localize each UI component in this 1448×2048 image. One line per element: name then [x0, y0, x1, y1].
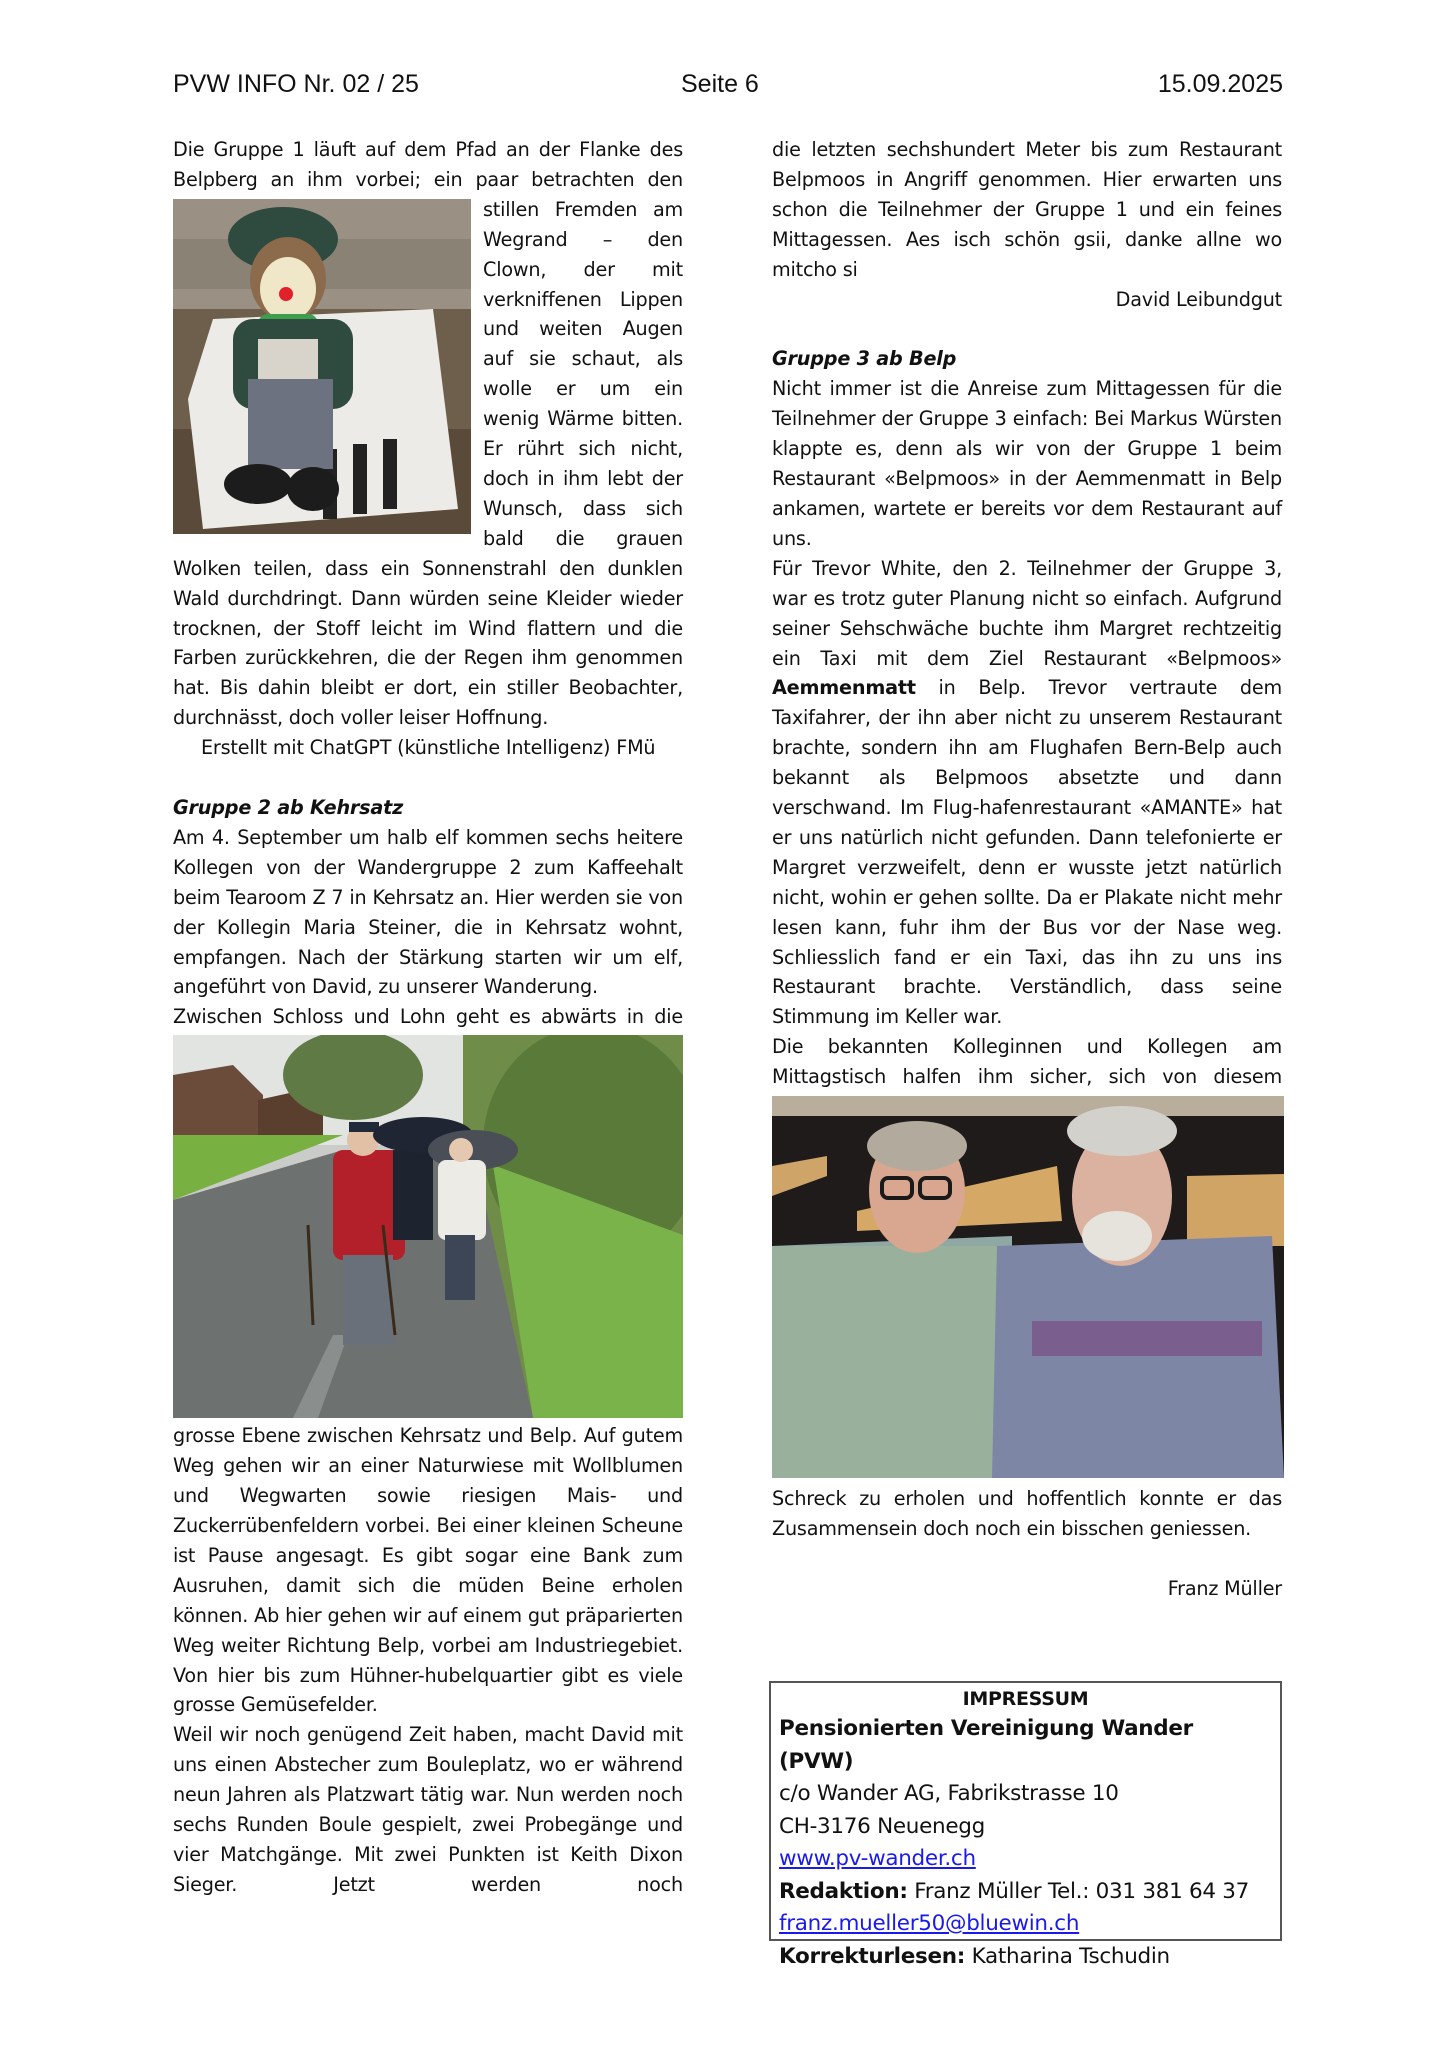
page-header [173, 70, 1283, 104]
group3-paragraph: Nicht immer ist die Anreise zum Mittagessen für die Teilnehmer der Gruppe 3 einfach: Bei Markus Würsten klappte es, denn als wir von der Gruppe 1 beim Restaurant «Belpmoos» in der Aemmenmatt in Belp ankamen, wartete er bereits vor dem Restaurant auf uns. [772, 377, 1282, 550]
portrait-image-icon [772, 1096, 1284, 1478]
address-line: c/o Wander AG, Fabrikstrasse 10 [779, 1781, 1119, 1806]
emphasis-aemmenmatt: Aemmenmatt [772, 676, 916, 700]
intro-line: Belpberg an ihm vorbei; ein paar betrachten den [173, 167, 683, 191]
group2-paragraph: Weil wir noch genügend Zeit haben, macht David mit uns einen Abstecher zum Bouleplatz, wo er während neun Jahren als Platzwart tätig war. Nun werden noch sechs Runden Boule gespielt, zwei Probegänge und vier Matchgänge. Mit zwei Punkten ist Keith Dixon Sieger. Jetzt werden noch [173, 1723, 683, 1896]
group3-signature: Franz Müller [1167, 1576, 1282, 1600]
website-link[interactable]: www.pv-wander.ch [779, 1846, 976, 1871]
email-link[interactable]: franz.mueller50@bluewin.ch [779, 1911, 1080, 1936]
impressum-title: IMPRESSUM [962, 1688, 1089, 1710]
address-line: CH-3176 Neuenegg [779, 1813, 986, 1839]
clown-wrap-text: stillen Fremden am Wegrand – den Clown, der mit verkniffenen Lippen und weiten Augen auf sie schaut, als wolle er um ein wenig Wärme bitten. Er rührt sich nicht, doch in ihm lebt der Wunsch, dass sich bald die grauen [483, 197, 683, 550]
impressum-box [769, 1681, 1282, 1969]
left-column [173, 135, 683, 1900]
intro-line: Die Gruppe 1 läuft auf dem Pfad an der Flanke des [173, 138, 683, 161]
clown-story-text: Wolken teilen, dass ein Sonnenstrahl den dunklen Wald durchdringt. Dann würden seine Kleider wieder trocknen, der Stoff leicht im Wind flattern und die Farben zurückkehren, die der Regen ihm genommen hat. Bis dahin bleibt er dort, ein stiller Beobachter, durchnässt, doch voller leiser Hoffnung. [173, 556, 683, 730]
clown-image-icon [173, 199, 471, 534]
publication-title: PVW INFO Nr. 02 / 25 [173, 70, 419, 98]
issue-date: 15.09.2025 [1157, 70, 1283, 98]
group3-paragraph: Für Trevor White, den 2. Teilnehmer der Gruppe 3, war es trotz guter Planung nicht so einfach. Aufgrund seiner Sehschwäche buchte ihm Margret rechtzeitig ein Taxi mit dem Ziel Restaurant «Belpmoos» Aemmenmatt in Belp. Trevor vertraute dem Taxifahrer, der ihn aber nicht zu unserem Restaurant brachte, sondern ihn am Flughafen Bern-Belp auch bekannt als Belpmoos absetzte und dann verschwand. Im Flug-hafenrestaurant «AMANTE» hat er uns natürlich nicht gefunden. Dann telefonierte er Margret verzweifelt, denn er wusste jetzt natürlich nicht, wohin er gehen sollte. Da er Plakate nicht mehr lesen kann, fuhr ihm der Bus vor der Nase weg. Schliesslich fand er ein Taxi, das ihn zu uns ins Restaurant brachte. Verständlich, dass seine Stimmung im Keller war. [772, 556, 1282, 1029]
page-number: Seite 6 [681, 70, 759, 98]
group2-paragraph: grosse Ebene zwischen Kehrsatz und Belp. Auf gutem Weg gehen wir an einer Naturwiese mit Wollblumen und Wegwarten sowie riesigen Mais- und Zuckerrübenfeldern vorbei. Bei einer kleinen Scheune ist Pause angesagt. Es gibt sogar eine Bank zum Ausruhen, damit sich die müden Beine erholen können. Ab hier gehen wir auf einem gut präparierten Weg weiter Richtung Belp, vorbei am Industriegebiet. Von hier bis zum Hühner-hubelquartier gibt es viele grosse Gemüsefelder. [173, 1424, 683, 1717]
ai-credit: Erstellt mit ChatGPT (künstliche Intelligenz) FMü [201, 736, 656, 760]
group3-paragraph: Die bekannten Kolleginnen und Kollegen am Mittagstisch halfen ihm sicher, sich von diesem [772, 1035, 1282, 1089]
right-column [772, 135, 1282, 1604]
group2-paragraph: Am 4. September um halb elf kommen sechs heitere Kollegen von der Wandergruppe 2 zum Kaffeehalt beim Tearoom Z 7 in Kehrsatz an. Hier werden sie von der Kollegin Maria Steiner, die in Kehrsatz wohnt, empfangen. Nach der Stärkung starten wir um elf, angeführt von David, zu unserer Wanderung. [173, 825, 683, 999]
portrait-photo [772, 1096, 1284, 1478]
clown-photo [173, 199, 471, 534]
group2-heading: Gruppe 2 ab Kehrsatz [173, 796, 404, 820]
group2-signature: David Leibundgut [1115, 287, 1282, 311]
proofreading-line: Korrekturlesen: Katharina Tschudin [779, 1943, 1170, 1969]
group2-continued: die letzten sechshundert Meter bis zum Restaurant Belpmoos in Angriff genommen. Hier erwarten uns schon die Teilnehmer der Gruppe 1 und ein feines Mittagessen. Aes isch schön gsii, danke allne wo mitcho si [772, 138, 1282, 281]
group3-heading: Gruppe 3 ab Belp [772, 347, 957, 371]
group3-paragraph: Schreck zu erholen und hoffentlich konnte er das Zusammensein doch noch ein bisschen geniessen. [772, 1487, 1282, 1540]
editor-line: Redaktion: Franz Müller Tel.: 031 381 64 37 [779, 1878, 1250, 1904]
organization-name: Pensionierten Vereinigung Wander (PVW) [779, 1716, 1193, 1774]
group2-paragraph: Zwischen Schloss und Lohn geht es abwärts in die [173, 1005, 683, 1029]
hikers-image-icon [173, 1035, 683, 1418]
hikers-photo [173, 1035, 683, 1418]
